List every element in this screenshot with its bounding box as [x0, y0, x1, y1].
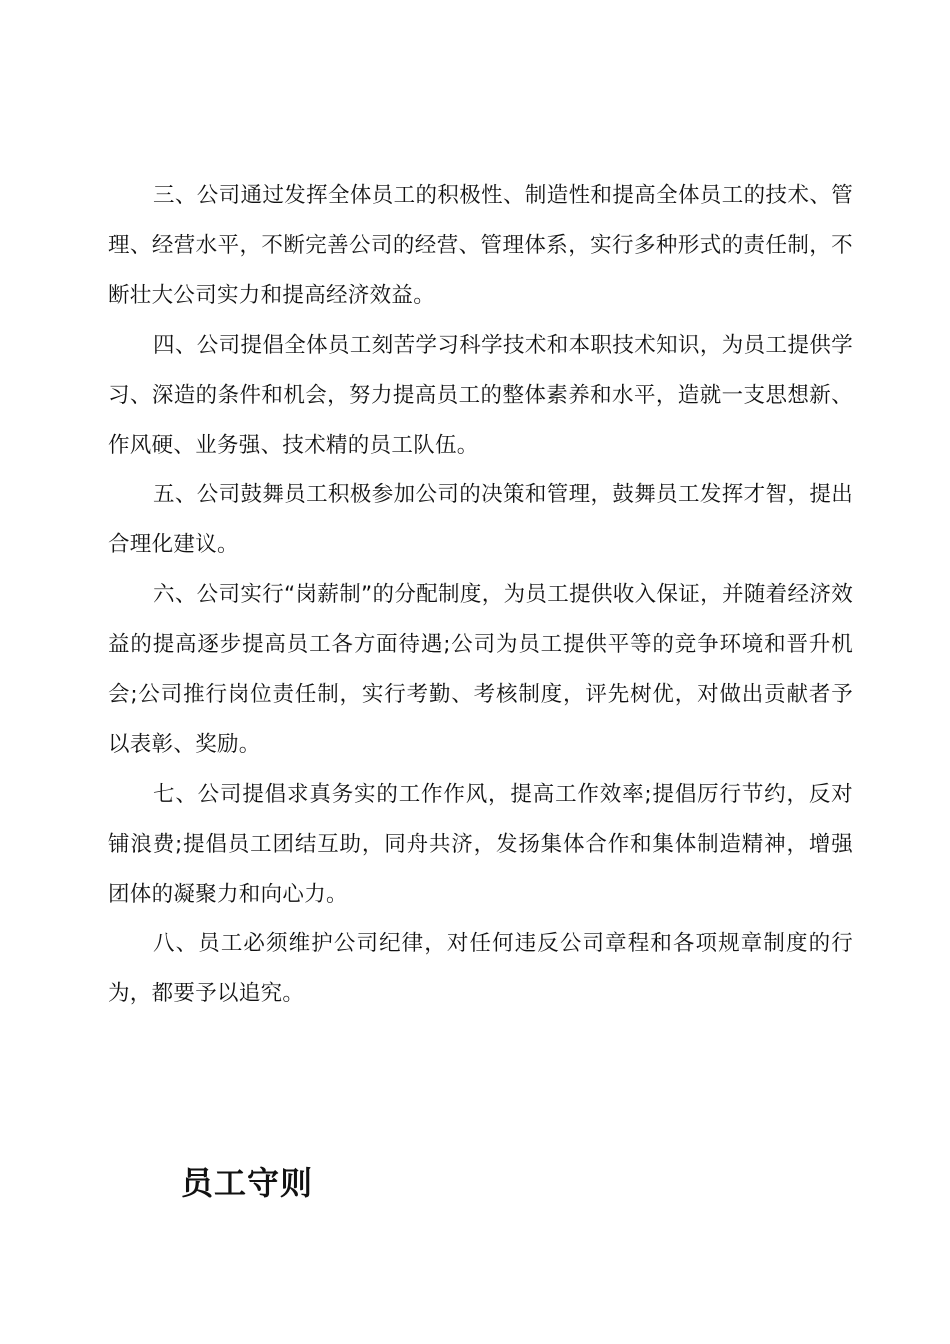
paragraph-7: 七、公司提倡求真务实的工作作风，提高工作效率;提倡厉行节约，反对铺浪费;提倡员工团结互助，同舟共济，发扬集体合作和集体制造精神，增强团体的凝聚力和向心力。: [108, 782, 853, 907]
section-heading: 员工守则: [181, 1164, 314, 1202]
paragraph-8: 八、员工必须维护公司纪律，对任何违反公司章程和各项规章制度的行为，都要予以追究。: [108, 931, 853, 1006]
paragraph-4: 四、公司提倡全体员工刻苦学习科学技术和本职技术知识，为员工提供学习、深造的条件和机会，努力提高员工的整体素养和水平，造就一支思想新、作风硬、业务强、技术精的员工队伍。: [108, 333, 853, 458]
paragraph-5: 五、公司鼓舞员工积极参加公司的决策和管理，鼓舞员工发挥才智，提出合理化建议。: [108, 482, 853, 557]
paragraph-3: 三、公司通过发挥全体员工的积极性、制造性和提高全体员工的技术、管理、经营水平，不断完善公司的经营、管理体系，实行多种形式的责任制，不断壮大公司实力和提高经济效益。: [108, 183, 853, 308]
paragraph-6: 六、公司实行“岗薪制”的分配制度，为员工提供收入保证，并随着经济效益的提高逐步提高员工各方面待遇;公司为员工提供平等的竞争环境和晋升机会;公司推行岗位责任制，实行考勤、考核制度，评先树优，对做出贡献者予以表彰、奖励。: [108, 582, 853, 757]
